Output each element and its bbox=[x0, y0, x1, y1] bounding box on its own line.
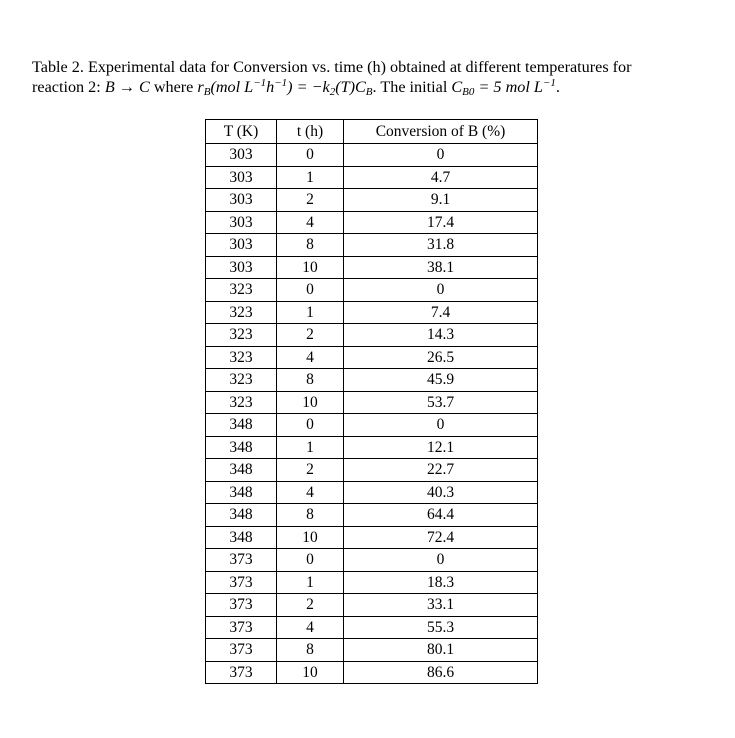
cell-temperature: 323 bbox=[206, 369, 277, 392]
header-time: t (h) bbox=[277, 120, 344, 144]
cell-time: 0 bbox=[277, 549, 344, 572]
cell-conversion: 45.9 bbox=[344, 369, 538, 392]
cell-temperature: 303 bbox=[206, 144, 277, 167]
cell-conversion: 64.4 bbox=[344, 504, 538, 527]
cell-conversion: 38.1 bbox=[344, 256, 538, 279]
cell-conversion: 26.5 bbox=[344, 346, 538, 369]
cell-conversion: 53.7 bbox=[344, 391, 538, 414]
cell-conversion: 0 bbox=[344, 144, 538, 167]
cell-time: 8 bbox=[277, 639, 344, 662]
cell-temperature: 373 bbox=[206, 616, 277, 639]
table-row bbox=[206, 189, 538, 212]
conversion-data-table bbox=[205, 119, 538, 684]
cell-temperature: 348 bbox=[206, 526, 277, 549]
table-row bbox=[206, 414, 538, 437]
table-row bbox=[206, 459, 538, 482]
header-temperature: T (K) bbox=[206, 120, 277, 144]
cell-conversion: 0 bbox=[344, 549, 538, 572]
cell-temperature: 373 bbox=[206, 571, 277, 594]
cell-temperature: 373 bbox=[206, 594, 277, 617]
cell-temperature: 348 bbox=[206, 481, 277, 504]
cell-temperature: 323 bbox=[206, 279, 277, 302]
table-body bbox=[206, 144, 538, 684]
cell-conversion: 55.3 bbox=[344, 616, 538, 639]
table-row bbox=[206, 436, 538, 459]
table-row bbox=[206, 639, 538, 662]
caption-initial-text: . The initial bbox=[372, 78, 452, 96]
reaction-equation: B → C bbox=[104, 78, 150, 96]
caption-where: where bbox=[149, 78, 198, 96]
cell-temperature: 348 bbox=[206, 504, 277, 527]
table-row bbox=[206, 616, 538, 639]
cell-conversion: 14.3 bbox=[344, 324, 538, 347]
table-row bbox=[206, 661, 538, 684]
cell-time: 10 bbox=[277, 256, 344, 279]
cell-time: 10 bbox=[277, 661, 344, 684]
cell-temperature: 348 bbox=[206, 459, 277, 482]
caption-line-2: reaction 2: B → C where $r_B(mol$ $L^{-1}h^{-1}) = -k_2(T)C_B$. The initial $C_{B0} = 5$ mol $L^{-1}$. bbox=[32, 77, 560, 98]
cell-time: 1 bbox=[277, 166, 344, 189]
cell-conversion: 72.4 bbox=[344, 526, 538, 549]
cell-time: 8 bbox=[277, 504, 344, 527]
cell-time: 2 bbox=[277, 459, 344, 482]
cell-time: 0 bbox=[277, 144, 344, 167]
cell-temperature: 373 bbox=[206, 661, 277, 684]
cell-temperature: 303 bbox=[206, 166, 277, 189]
cell-time: 0 bbox=[277, 279, 344, 302]
cell-conversion: 7.4 bbox=[344, 301, 538, 324]
table-row bbox=[206, 234, 538, 257]
table-row bbox=[206, 369, 538, 392]
table-row bbox=[206, 481, 538, 504]
table-header-row bbox=[206, 120, 538, 144]
table-row bbox=[206, 571, 538, 594]
table-row bbox=[206, 279, 538, 302]
cell-conversion: 0 bbox=[344, 279, 538, 302]
cell-time: 8 bbox=[277, 234, 344, 257]
cell-time: 0 bbox=[277, 414, 344, 437]
cell-time: 1 bbox=[277, 301, 344, 324]
cell-temperature: 373 bbox=[206, 639, 277, 662]
cell-conversion: 18.3 bbox=[344, 571, 538, 594]
table-row bbox=[206, 346, 538, 369]
cell-time: 2 bbox=[277, 324, 344, 347]
cell-time: 1 bbox=[277, 571, 344, 594]
table-row bbox=[206, 594, 538, 617]
table-row bbox=[206, 301, 538, 324]
cell-temperature: 303 bbox=[206, 189, 277, 212]
cell-temperature: 303 bbox=[206, 256, 277, 279]
cell-time: 10 bbox=[277, 391, 344, 414]
caption-line-1: Table 2. Experimental data for Conversion vs. time (h) obtained at different temperatures for bbox=[32, 58, 632, 76]
table-caption bbox=[32, 57, 722, 97]
table-row bbox=[206, 324, 538, 347]
cell-conversion: 80.1 bbox=[344, 639, 538, 662]
cell-conversion: 9.1 bbox=[344, 189, 538, 212]
cell-temperature: 303 bbox=[206, 234, 277, 257]
cell-temperature: 348 bbox=[206, 414, 277, 437]
cell-temperature: 303 bbox=[206, 211, 277, 234]
cell-conversion: 31.8 bbox=[344, 234, 538, 257]
cell-conversion: 12.1 bbox=[344, 436, 538, 459]
cell-time: 4 bbox=[277, 346, 344, 369]
table-row bbox=[206, 549, 538, 572]
cell-time: 2 bbox=[277, 189, 344, 212]
cell-conversion: 86.6 bbox=[344, 661, 538, 684]
cell-temperature: 373 bbox=[206, 549, 277, 572]
header-conversion: Conversion of B (%) bbox=[344, 120, 538, 144]
table-row bbox=[206, 166, 538, 189]
cell-conversion: 4.7 bbox=[344, 166, 538, 189]
cell-time: 4 bbox=[277, 211, 344, 234]
cell-temperature: 323 bbox=[206, 324, 277, 347]
table-row bbox=[206, 526, 538, 549]
cell-time: 4 bbox=[277, 616, 344, 639]
cell-conversion: 33.1 bbox=[344, 594, 538, 617]
table-row bbox=[206, 211, 538, 234]
cell-time: 10 bbox=[277, 526, 344, 549]
table-row bbox=[206, 256, 538, 279]
cell-conversion: 0 bbox=[344, 414, 538, 437]
table-row bbox=[206, 504, 538, 527]
table-row bbox=[206, 391, 538, 414]
cell-temperature: 323 bbox=[206, 301, 277, 324]
rate-expression: $r_B(mol$ $L^{-1}h^{-1}) = -k_2(T)C_B$ bbox=[197, 77, 373, 98]
table-row bbox=[206, 144, 538, 167]
cell-temperature: 323 bbox=[206, 391, 277, 414]
cell-time: 2 bbox=[277, 594, 344, 617]
cell-conversion: 17.4 bbox=[344, 211, 538, 234]
cell-time: 1 bbox=[277, 436, 344, 459]
cell-temperature: 323 bbox=[206, 346, 277, 369]
cell-conversion: 22.7 bbox=[344, 459, 538, 482]
cell-time: 4 bbox=[277, 481, 344, 504]
cell-conversion: 40.3 bbox=[344, 481, 538, 504]
cell-temperature: 348 bbox=[206, 436, 277, 459]
caption-prefix: reaction 2: bbox=[32, 78, 105, 96]
initial-concentration: $C_{B0} = 5$ mol $L^{-1}$ bbox=[451, 77, 556, 98]
cell-time: 8 bbox=[277, 369, 344, 392]
